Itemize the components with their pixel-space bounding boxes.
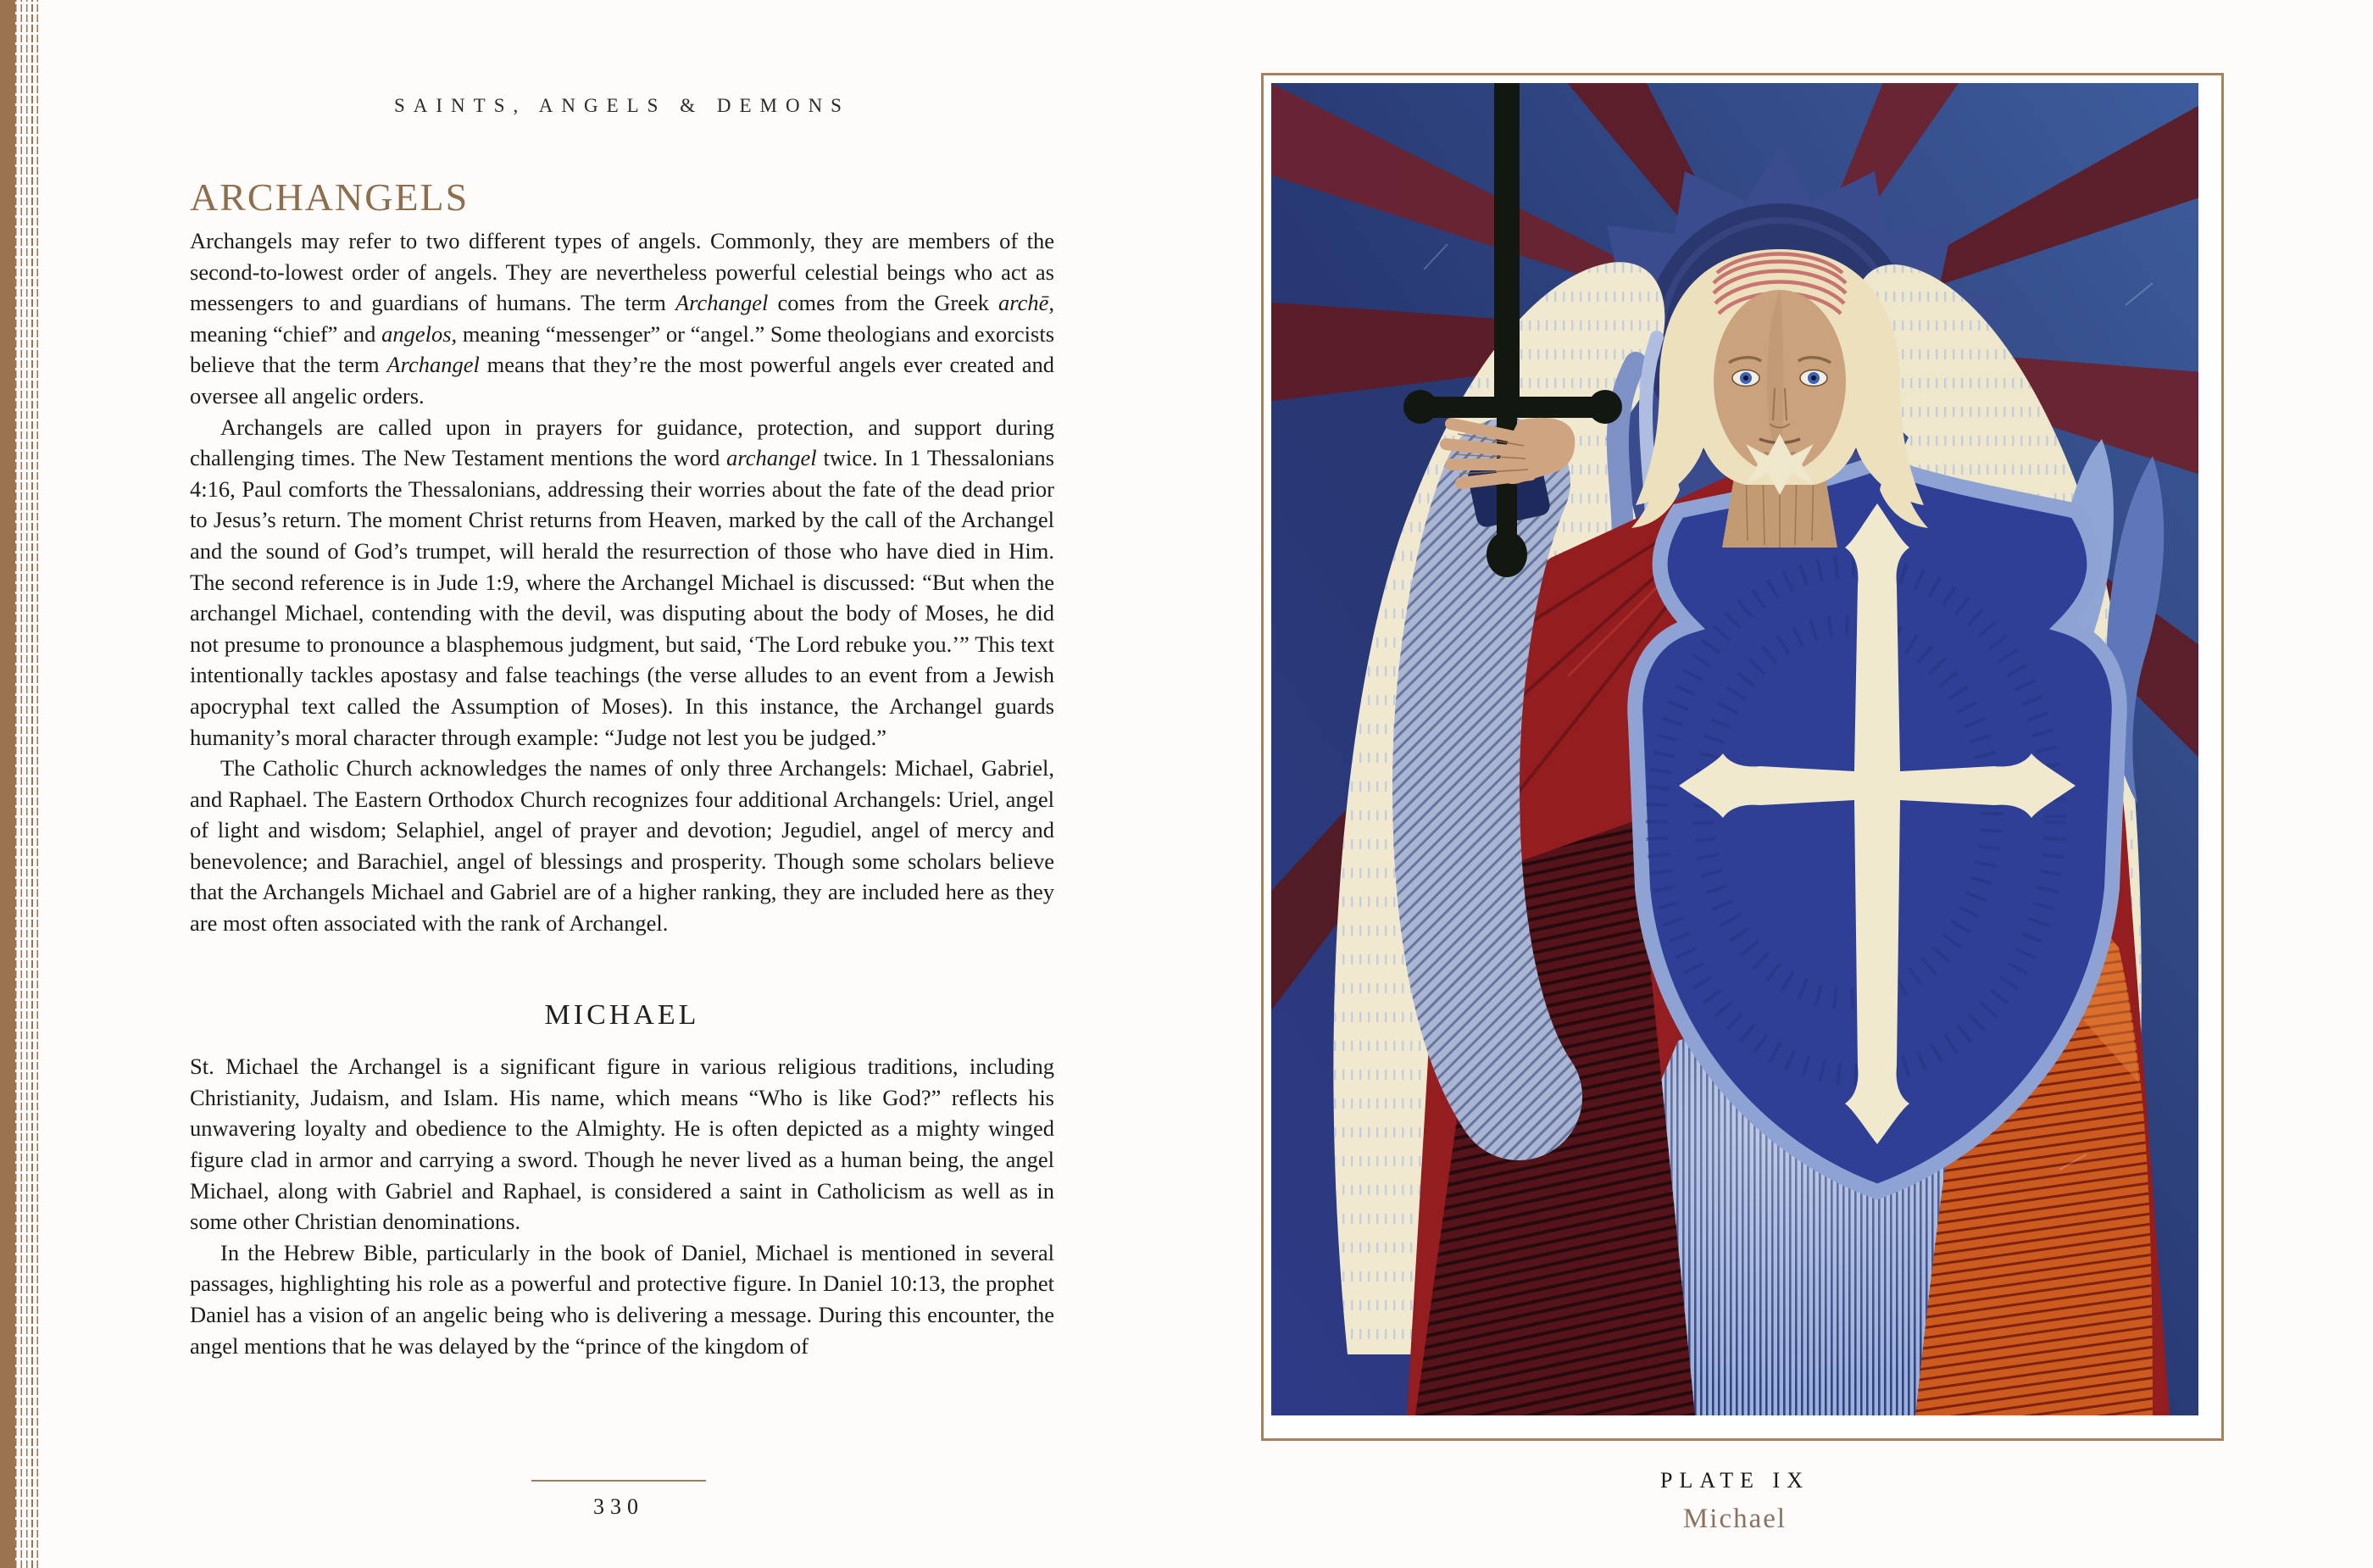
michael-illustration [1271,83,2198,1415]
sword-pommel [1487,531,1527,577]
body-paragraph: Archangels are called upon in prayers for guidance, protection, and support during challenging times. The New Testament mentions the word archangel twice. In 1 Thessalonians 4:16, Paul comforts the Thessalonians, addressing their worries about the fate of the dead prior to Jesus’s return. The moment Christ returns from Heaven, marked by the call of the Archangel and the sound of God’s trumpet, will herald the resurrection of those who have died in Him. The second reference is in Jude 1:9, where the Archangel Michael is discussed: “But when the archangel Michael, contending with the devil, was disputing about the body of Moses, he did not presume to pronounce a blasphemous judgment, but said, ‘The Lord rebuke you.’” This text intentionally tackles apostasy and false teachings (the verse alludes to an event from a Jewish apocryphal text called the Assumption of Moses). In this instance, the Archangel guards humanity’s moral character through example: “Judge not lest you be judged.” [190,414,1054,750]
sword-blade [1494,83,1520,409]
plate-title: Michael [1682,1504,1787,1534]
spine-stitch-texture [15,0,42,1568]
footer-rule [531,1480,706,1482]
plate-caption [1261,1468,2209,1535]
sword-crossguard [1414,397,1612,418]
body-text-column [190,225,1054,1361]
body-paragraph: In the Hebrew Bible, particularly in the book of Daniel, Michael is mentioned in several passages, highlighting his role as a powerful and protective figure. In Daniel 10:13, the prophet Daniel has a vision of an angelic being who is delivering a message. During this encounter, the angel mentions that he was delayed by the “prince of the kingdom of [190,1239,1054,1359]
body-paragraph: The Catholic Church acknowledges the names of only three Archangels: Michael, Gabriel, and Raphael. The Eastern Orthodox Church recognizes four additional Archangels: Uriel, angel of light and wisdom; Selaphiel, angel of prayer and devotion; Jegudiel, angel of mercy and benevolence; and Barachiel, angel of blessings and prosperity. Though some scholars believe that the Archangels Michael and Gabriel are of a higher ranking, they are included here as they are most often associated with the rank of Archangel. [190,755,1054,937]
section-heading: ARCHANGELS [190,175,470,219]
plate-label: PLATE IX [1660,1468,1809,1493]
subsection-heading: MICHAEL [544,998,700,1031]
body-paragraph: St. Michael the Archangel is a significant figure in various religious traditions, including Christianity, Judaism, and Islam. His name, which means “Who is like God?” reflects his unwavering loyalty and obedience to the Almighty. He is often depicted as a mighty winged figure clad in armor and carrying a sword. Though he never lived as a human being, the angel Michael, along with Gabriel and Raphael, is considered a saint in Catholicism as well as in some other Christian denominations. [190,1054,1054,1235]
body-paragraph: Archangels may refer to two different types of angels. Commonly, they are members of the second-to-lowest order of angels. They are nevertheless powerful celestial beings who act as messengers to and guardians of humans. The term Archangel comes from the Greek archē, meaning “chief” and angelos, meaning “messenger” or “angel.” Some theologians and exorcists believe that the term Archangel means that they’re the most powerful angels ever created and oversee all angelic orders. [190,228,1055,409]
running-head: SAINTS, ANGELS & DEMONS [394,95,850,116]
plate-frame [1261,73,2224,1441]
page-number: 330 [593,1494,644,1519]
book-spine [0,0,15,1568]
